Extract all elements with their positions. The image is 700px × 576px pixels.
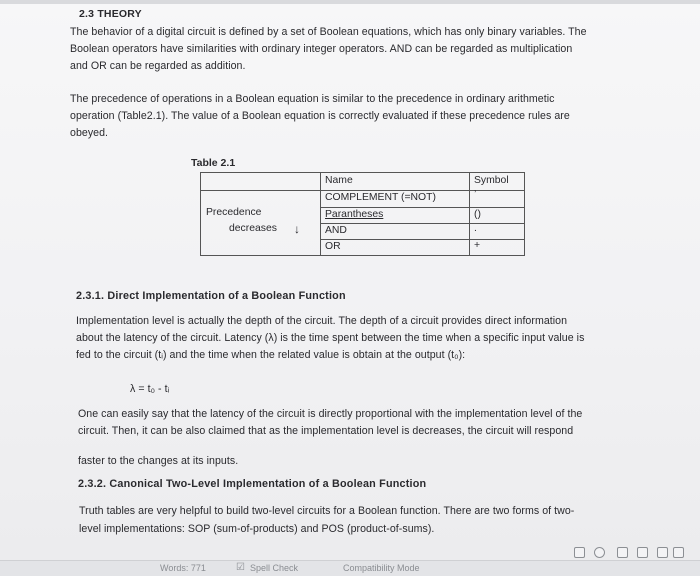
status-bar (0, 560, 700, 576)
paragraph-line: level implementations: SOP (sum-of-products) and POS (product-of-sums). (79, 523, 435, 535)
table-cell-symbol: + (474, 240, 481, 251)
table-header-symbol: Symbol (474, 175, 509, 186)
full-screen-reading-icon[interactable] (594, 547, 605, 558)
paragraph-line: circuit. Then, it can be also claimed that as the implementation level is decreases, the circuit will respond (78, 425, 574, 437)
paragraph-line: The precedence of operations in a Boolean equation is similar to the precedence in ordinary arithmetic (70, 93, 555, 105)
outline-view-icon[interactable] (637, 547, 648, 558)
precedence-table (200, 172, 525, 256)
table-cell-name: Parantheses (325, 209, 384, 220)
down-arrow-icon: ↓ (294, 222, 300, 236)
paragraph-line: fed to the circuit (tᵢ) and the time when the related value is obtain at the output (t₀): (76, 349, 466, 361)
paragraph-line: faster to the changes at its inputs. (78, 455, 239, 467)
latency-formula: λ = t₀ - tᵢ (130, 383, 170, 395)
table-cell-name: COMPLEMENT (=NOT) (325, 192, 436, 203)
spell-check-status[interactable]: Spell Check (250, 563, 299, 573)
paragraph-line: about the latency of the circuit. Latency (λ) is the time spent between the time when a specific input value is (76, 332, 585, 344)
paragraph-line: and OR can be regarded as addition. (70, 60, 246, 72)
paragraph-line: Implementation level is actually the depth of the circuit. The depth of a circuit provides direct information (76, 315, 568, 327)
page-top-edge (0, 0, 700, 4)
web-layout-icon[interactable] (617, 547, 628, 558)
table-header-name: Name (325, 175, 353, 186)
zoom-icon[interactable] (673, 547, 684, 558)
table-cell-symbol: () (474, 209, 481, 220)
paragraph-line: One can easily say that the latency of the circuit is directly proportional with the implementation level of the (78, 408, 583, 420)
table-cell-name: OR (325, 241, 341, 252)
paragraph-line: The behavior of a digital circuit is defined by a set of Boolean equations, which has only binary variables. The (70, 26, 587, 38)
subsection-title: 2.3.2. Canonical Two-Level Implementation of a Boolean Function (78, 478, 427, 490)
table-caption: Table 2.1 (191, 157, 236, 169)
precedence-decreases-label: decreases (229, 223, 277, 234)
paragraph-line: Boolean operators have similarities with ordinary integer operators. AND can be regarded as multiplication (70, 43, 573, 55)
table-cell-symbol: . (474, 223, 477, 234)
precedence-label: Precedence (206, 207, 262, 218)
spell-check-icon[interactable]: ☑ (236, 562, 245, 573)
table-cell-name: AND (325, 225, 347, 236)
print-layout-icon[interactable] (574, 547, 585, 558)
paragraph-line: obeyed. (70, 127, 109, 139)
paragraph-line: Truth tables are very helpful to build two-level circuits for a Boolean function. There are two forms of two- (79, 505, 575, 517)
word-count[interactable]: Words: 771 (160, 563, 206, 573)
paragraph-line: operation (Table2.1). The value of a Boolean equation is correctly evaluated if these precedence rules are (70, 110, 570, 122)
compatibility-mode-status: Compatibility Mode (343, 563, 420, 573)
draft-view-icon[interactable] (657, 547, 668, 558)
subsection-title: 2.3.1. Direct Implementation of a Boolean Function (76, 290, 346, 302)
table-cell-symbol: ’ (474, 189, 477, 200)
section-title: 2.3 THEORY (79, 8, 142, 20)
